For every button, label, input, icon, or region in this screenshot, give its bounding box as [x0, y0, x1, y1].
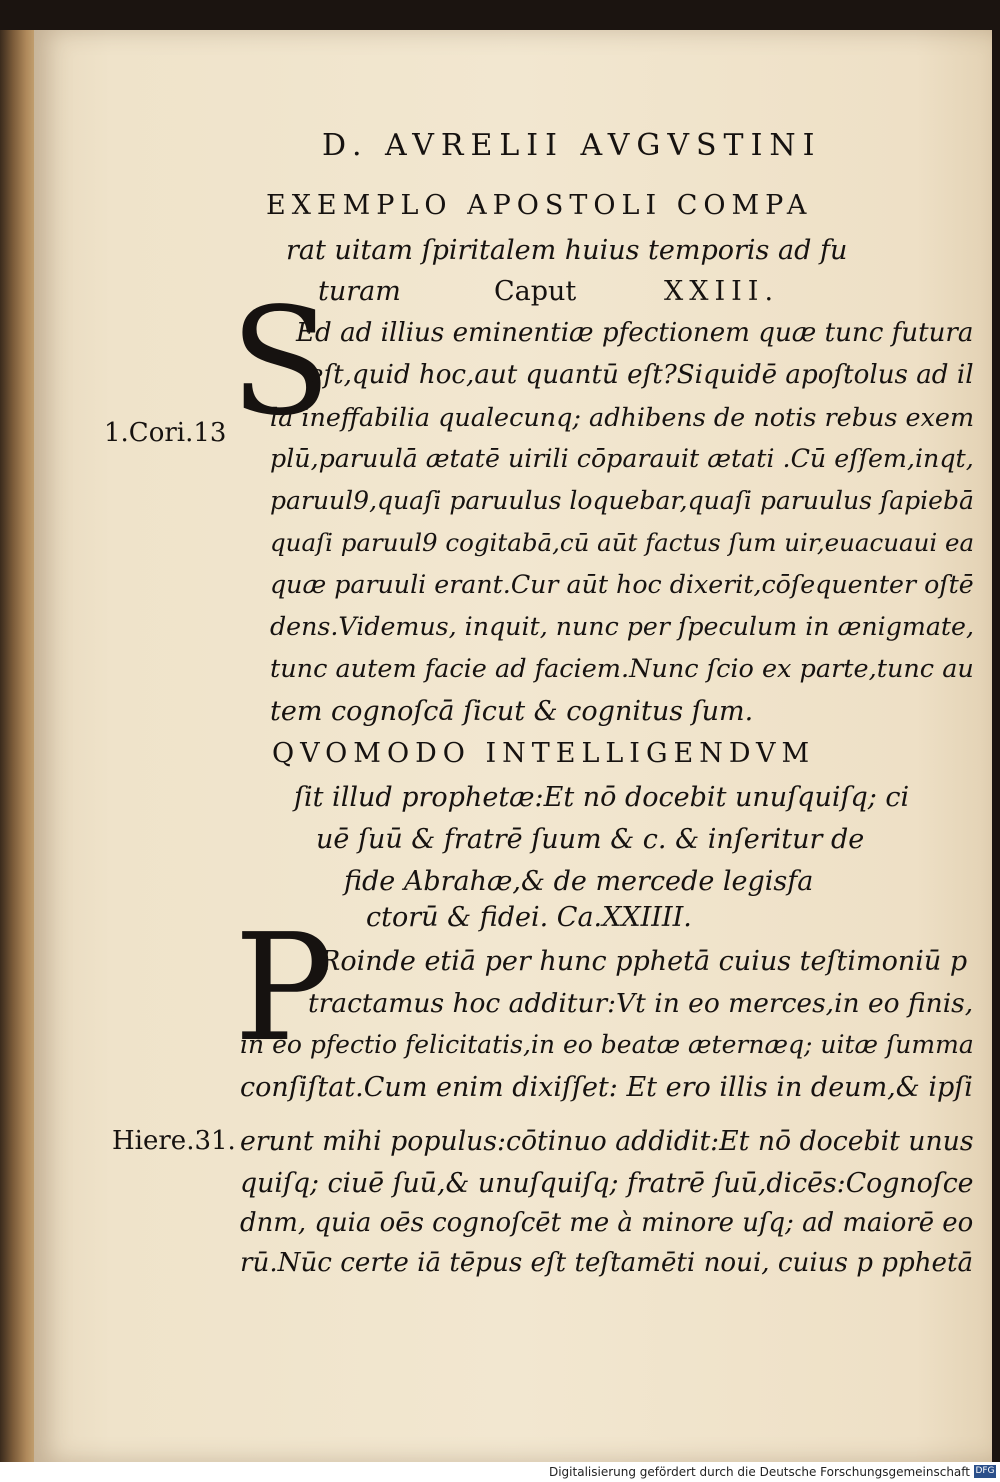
- footer-credit: Digitalisierung gefördert durch die Deutsche Forschungsgemeinschaft: [548, 1465, 970, 1479]
- margin-note-corinthians: 1.Cori.13: [104, 418, 227, 448]
- text-line: Roinde etiā per hunc pphetā cuius teſtimoniū p: [320, 946, 968, 977]
- text-line: conſiſtat.Cum enim dixiſſet: Et ero illis in deum,& ipſi: [240, 1072, 973, 1103]
- text-line: quiſq; ciuē ſuū,& unuſquiſq; fratrē ſuū,dicēs:Cognoſce: [240, 1168, 974, 1199]
- chapter-23-caput-label: Caput: [494, 276, 577, 307]
- text-line: tractamus hoc additur:Vt in eo merces,in eo finis,: [308, 988, 974, 1019]
- chapter-23-drop-cap: S: [230, 276, 332, 448]
- chapter-24-subheading: fide Abrahæ,& de mercede legisfa: [344, 866, 814, 897]
- chapter-23-heading: EXEMPLO APOSTOLI COMPA: [266, 190, 813, 221]
- text-line: erunt mihi populus:cōtinuo addidit:Et nō docebit unus: [240, 1126, 974, 1157]
- chapter-24-drop-cap: P: [234, 902, 334, 1074]
- text-line: in eo pfectio felicitatis,in eo beatæ æternæq; uitæ ſumma: [240, 1030, 974, 1059]
- text-line: rū.Nūc certe iā tēpus eſt teſtamēti noui, cuius p pphetā: [240, 1248, 974, 1278]
- chapter-24-heading: QVOMODO INTELLIGENDVM: [272, 738, 816, 769]
- chapter-24-subheading: ctorū & fidei. Ca.XXIIII.: [366, 902, 692, 933]
- text-line: Ed ad illius eminentiæ pfectionem quæ tunc futura: [296, 318, 974, 348]
- text-line: plū,paruulā ætatē uirili cōparauit ætati .Cū eſſem,inqt,: [270, 444, 974, 473]
- text-line: paruul9,quaſi paruulus loquebar,quaſi paruulus ſapiebā: [270, 486, 974, 515]
- text-line: la ineffabilia qualecunq; adhibens de notis rebus exem: [270, 402, 975, 432]
- dfg-logo-icon: DFG: [975, 1466, 995, 1476]
- chapter-23-number: XXIII.: [664, 276, 780, 307]
- running-head: D. AVRELII AVGVSTINI: [322, 128, 822, 163]
- chapter-23-subheading: rat uitam ſpiritalem huius temporis ad fu: [286, 235, 848, 266]
- text-line: dnm, quia oēs cognoſcēt me à minore uſq; ad maiorē eo: [240, 1208, 974, 1238]
- chapter-24-subheading: ſit illud prophetæ:Et nō docebit unuſquiſq; ci: [294, 782, 910, 813]
- text-line: eſt,quid hoc,aut quantū eſt?Siquidē apoſtolus ad il: [308, 360, 974, 390]
- digitization-footer: [0, 1462, 1000, 1482]
- book-edge: [0, 30, 38, 1462]
- text-line: tem cognoſcā ſicut & cognitus ſum.: [270, 696, 754, 727]
- book-page: [34, 30, 992, 1462]
- chapter-24-subheading: uē ſuū & fratrē ſuum & c. & inſeritur de: [316, 824, 865, 855]
- chapter-23-subheading-end: turam: [318, 276, 401, 307]
- margin-note-jeremiah: Hiere.31.: [112, 1126, 236, 1156]
- text-line: quaſi paruul9 cogitabā,cū aūt factus ſum uir,euacuaui ea: [270, 528, 975, 557]
- text-line: tunc autem facie ad faciem.Nunc ſcio ex parte,tunc au: [270, 654, 974, 684]
- text-line: dens.Videmus, inquit, nunc per ſpeculum in ænigmate,: [270, 612, 975, 641]
- text-line: quæ paruuli erant.Cur aūt hoc dixerit,cōſequenter oſtē: [270, 570, 974, 599]
